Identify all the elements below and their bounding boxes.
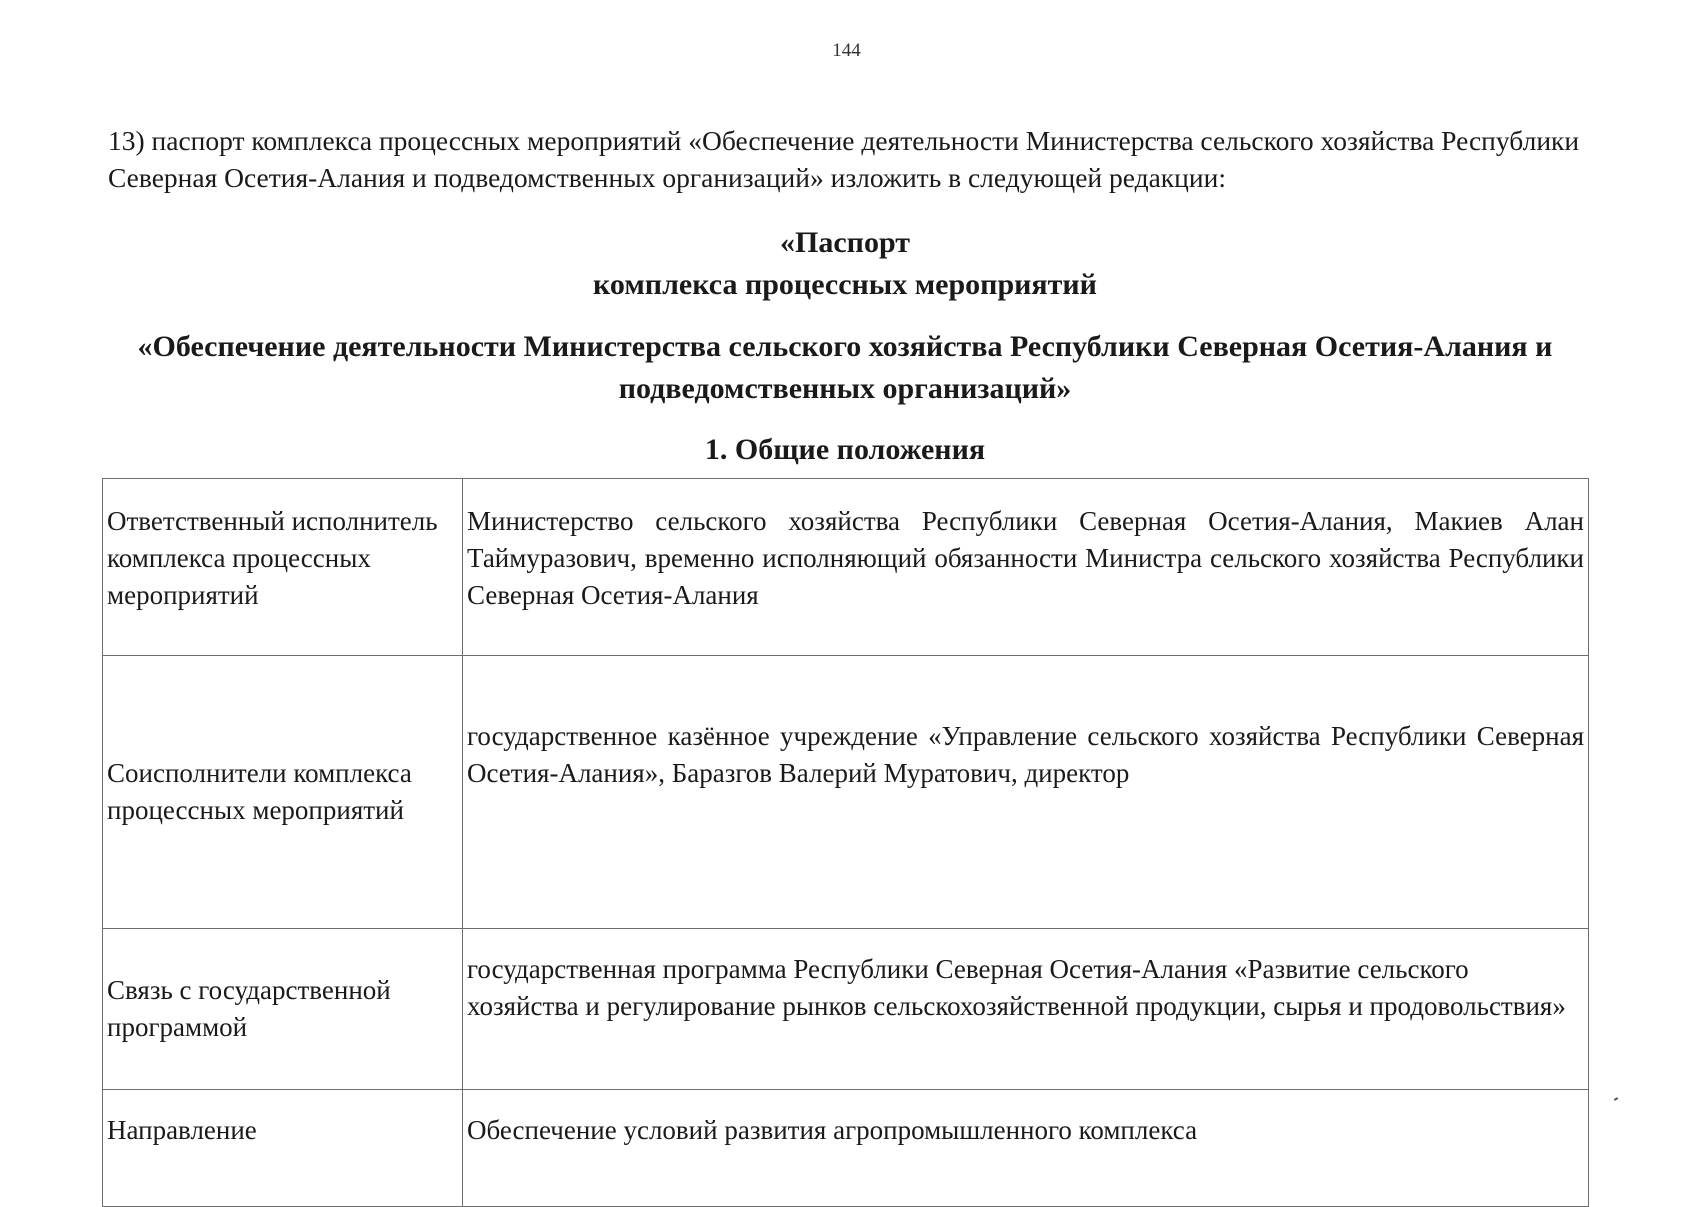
table-row [103,656,1589,929]
passport-table [102,478,1589,1207]
table-row [103,479,1589,656]
table-value-cell: Обеспечение условий развития агропромышленного комплекса [463,1090,1589,1207]
table-row [103,1090,1589,1207]
scan-speck [1614,1097,1618,1101]
page-number: 144 [832,40,861,61]
section-heading: 1. Общие положения [704,433,986,466]
table-label-cell: Соисполнители комплекса процессных мероприятий [103,656,463,929]
document-subject: «Обеспечение деятельности Министерства сельского хозяйства Республики Северная Осетия-Алания и подведомственных организаций» [137,330,1553,405]
table-label-cell: Ответственный исполнитель комплекса процессных мероприятий [103,479,463,656]
table-row [103,929,1589,1090]
intro-paragraph: 13) паспорт комплекса процессных мероприятий «Обеспечение деятельности Министерства сельского хозяйства Республики Северная Осетия-Алания и подведомственных организаций» изложить в следующей редакции: [108,125,1580,193]
table-label-cell: Связь с государственной программой [103,929,463,1090]
table-value-cell: государственное казённое учреждение «Управление сельского хозяйства Республики Северная Осетия-Алания», Баразгов Валерий Муратович, директор [463,656,1589,929]
table-label-cell: Направление [103,1090,463,1207]
title-line-1: «Паспорт [780,226,910,259]
table-value-cell: государственная программа Республики Северная Осетия-Алания «Развитие сельского хозяйства и регулирование рынков сельскохозяйственной продукции, сырья и продовольствия» [463,929,1589,1090]
document-title [100,222,1590,306]
table-value-cell: Министерство сельского хозяйства Республики Северная Осетия-Алания, Макиев Алан Таймуразович, временно исполняющий обязанности Министра сельского хозяйства Республики Северная Осетия-Алания [463,479,1589,656]
title-line-2: комплекса процессных мероприятий [593,268,1097,301]
